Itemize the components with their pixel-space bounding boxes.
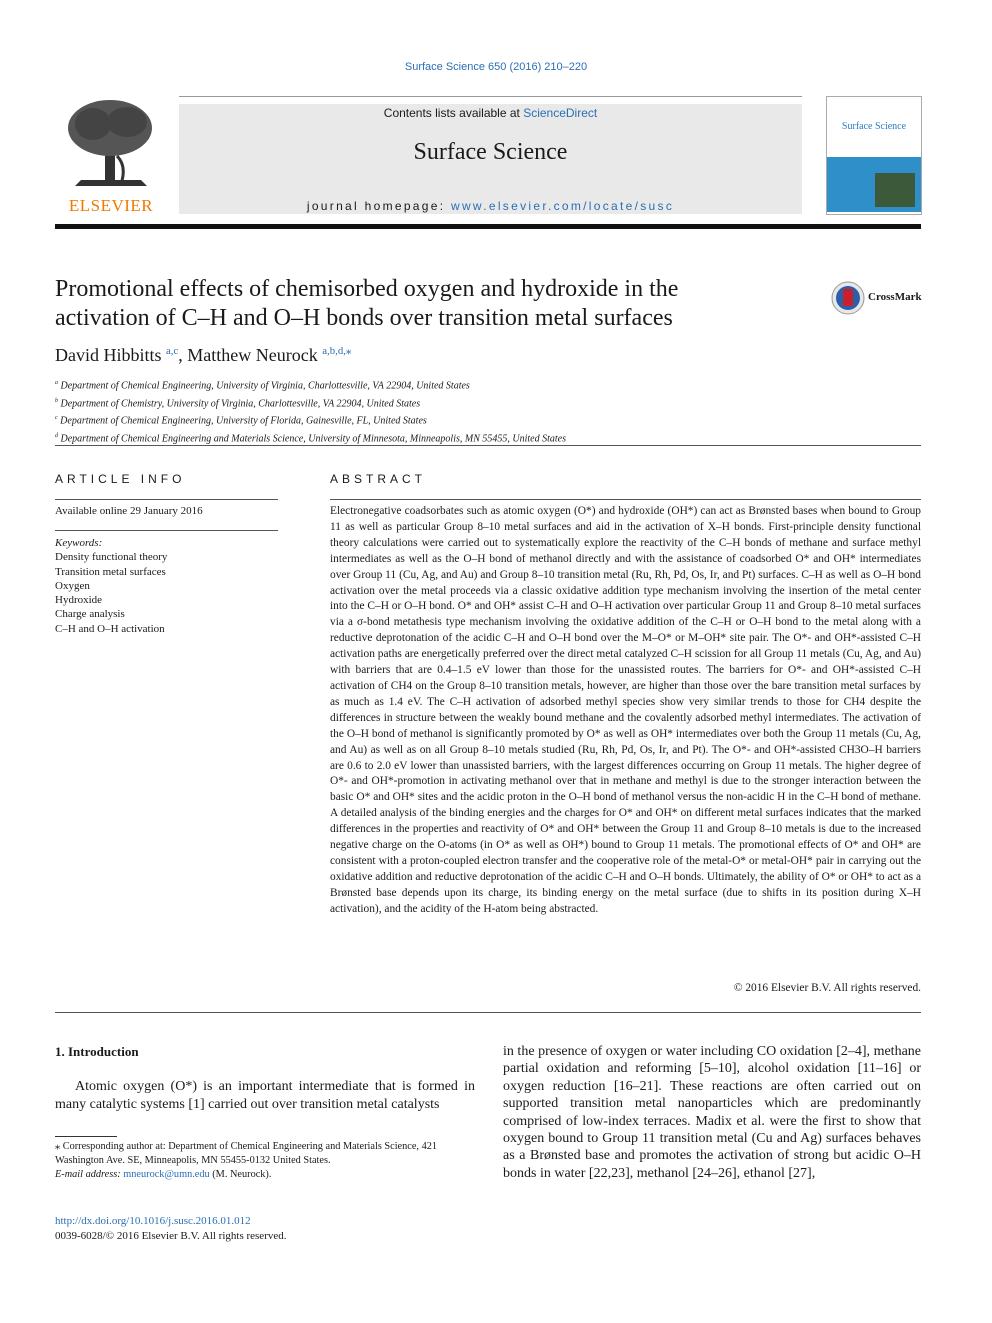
available-online-date: Available online 29 January 2016 — [55, 505, 203, 517]
author-name[interactable]: Matthew Neurock — [187, 345, 318, 365]
affiliation-item — [55, 394, 815, 412]
abstract-text: Electronegative coadsorbates such as atomic oxygen (O*) and hydroxide (OH*) can act as Brønsted bases when bound to Group 11 as well as particular Group 8–10 metal surfaces and aid in the activation of X–H bonds. First-principle density functional theory calculations were carried out to systematically explore the reactivity of the C–H bonds of methane and surface methyl intermediates as well as the O–H bond of methanol directly and with the assistance of coadsorbed O* and OH* intermediates over Group 11 (Cu, Ag, and Au) and Group 8–10 transition metal (Ru, Rh, Pd, Os, Ir, and Pt) surfaces. C–H as well as O–H bond activation over the metal proceeds via a classic oxidative addition type mechanism involving the insertion of the metal center into the C–H or O–H bond. O* and OH* assist C–H and O–H activation over particular Group 11 and Group 8–10 metal surfaces via a σ-bond metathesis type mechanism involving the oxidative addition of the C–H or O–H bond to the metal along with a reductive deprotonation of the acidic C–H and O–H bond over the M–O* or M–OH* site pair. The O*- and OH*-assisted C–H activation paths are energetically preferred over the direct metal catalyzed C–H scission for all Group 11 metals (Cu, Ag, and Au) with barriers that are 0.4–1.5 eV lower than those for the unassisted routes. The barriers for O*- and OH*-assisted C–H activation of CH4 on the Group 8–10 transition metals, however, are higher than those over the bare transition metal surfaces by as much as 1.4 eV. The C–H activation of adsorbed methyl species show very similar trends to those for CH4 despite the differences in structure between the weakly bound methane and the covalently adsorbed methyl intermediates. The activation of the O–H bond of methanol is significantly promoted by O* as well as OH* intermediates over both the Group 11 metals (Cu, Ag, and Au) as well as on all Group 8–10 metals studied (Ru, Rh, Pd, Os, Ir, and Pt). The O*- and OH*-assisted CH3O–H barriers are 0.6 to 2.0 eV lower than unassisted barriers, with the largest differences occurring on Group 11 metals. The higher degree of O*- and OH*-promotion in activating methanol over that in methane and methyl is due to the stronger interaction between the basic O* and OH* sites and the acidic proton in the O–H bond of methanol versus the non-acidic H in the C–H bond of methane. A detailed analysis of the binding energies and the charges for O* and OH* on different metal surfaces indicates that the marked differences in the properties and reactivity of O* and OH* between the Group 11 and Group 8–10 metals is due to the increased negative charge on the O-atoms (in O* as well as OH*) bound to Group 11 metals. The promotional effects of O* and OH* are consistent with a proton-coupled electron transfer and the cooperative role of the metal-O* or metal-OH* pair in carrying out the oxidative addition and reductive deprotonation of the acidic C–H and O–H bonds. Ultimately, the ability of O* or OH* to act as a Brønsted base depends upon its charge, its binding energy on the metal surface (due to shifts in its position during X–H activation), and the acidity of the H-atom being abstracted. — [330, 505, 921, 915]
author-name[interactable]: David Hibbitts — [55, 345, 162, 365]
keyword-item: Transition metal surfaces — [55, 565, 166, 578]
author-affiliation-marks[interactable]: a,c — [166, 345, 179, 357]
email-link[interactable]: mneurock@umn.edu — [123, 1169, 210, 1180]
corresponding-author-note: ⁎ Corresponding author at: Department of Chemical Engineering and Materials Science, 421 Washington Ave. SE, Minneapolis, MN 55455-0132 United States. — [55, 1141, 438, 1166]
affiliation-item — [55, 411, 815, 429]
affiliation-item — [55, 429, 815, 447]
affiliation-item — [55, 376, 815, 394]
copyright-line: © 2016 Elsevier B.V. All rights reserved. — [733, 982, 921, 994]
keyword-item: C–H and O–H activation — [55, 622, 165, 635]
introduction-heading: 1. Introduction — [55, 1044, 139, 1059]
divider — [55, 1012, 921, 1013]
affiliations — [55, 376, 815, 447]
journal-cover[interactable] — [826, 96, 922, 215]
cover-title: Surface Science — [841, 121, 907, 132]
divider — [55, 530, 278, 531]
email-line — [55, 1168, 475, 1182]
header-rule — [55, 224, 921, 229]
affiliation-text: Department of Chemical Engineering, University of Virginia, Charlottesville, VA 22904, United States — [60, 380, 470, 392]
crossmark-button[interactable] — [831, 281, 926, 315]
divider — [330, 499, 921, 500]
homepage-prefix: journal homepage: — [306, 199, 451, 213]
affiliation-key: d — [55, 432, 58, 439]
keyword-item: Density functional theory — [55, 551, 168, 564]
contents-prefix: Contents lists available at — [383, 106, 524, 120]
header-top-rule — [179, 96, 802, 97]
affiliation-text: Department of Chemistry, University of Virginia, Charlottesville, VA 22904, United States — [60, 397, 421, 409]
keyword-item: Oxygen — [55, 579, 90, 592]
keyword-item: Charge analysis — [55, 608, 125, 621]
email-suffix: (M. Neurock). — [212, 1169, 272, 1180]
article-title: Promotional effects of chemisorbed oxygen and hydroxide in the activation of C–H and O–H bonds over transition metal surfaces — [55, 276, 679, 331]
author-list: David Hibbitts $^{a,c}$, Matthew Neurock $^{a,b,d,⁎}$ — [55, 345, 352, 365]
journal-title: Surface Science — [413, 139, 568, 165]
affiliation-key: b — [55, 397, 58, 404]
homepage-line — [179, 199, 802, 213]
keywords-block — [55, 536, 167, 636]
footnote — [55, 1140, 475, 1182]
affiliation-text: Department of Chemical Engineering, University of Florida, Gainesville, FL, United States — [60, 415, 427, 427]
sciencedirect-link[interactable]: ScienceDirect — [523, 106, 598, 120]
crossmark-icon — [831, 281, 865, 315]
divider — [55, 499, 278, 500]
author-affiliation-marks[interactable]: a,b,d,⁎ — [322, 345, 352, 357]
email-label: E-mail address: — [55, 1169, 121, 1180]
publisher-logo-text: ELSEVIER — [68, 196, 154, 215]
divider — [55, 445, 921, 446]
cover-image — [875, 173, 915, 207]
affiliation-text: Department of Chemical Engineering and Materials Science, University of Minnesota, Minneapolis, MN 55455, United States — [60, 433, 566, 445]
affiliation-key: c — [55, 415, 58, 422]
keyword-item: Hydroxide — [55, 594, 103, 607]
abstract-heading: ABSTRACT — [330, 472, 427, 486]
journal-reference[interactable]: Surface Science 650 (2016) 210–220 — [404, 61, 588, 73]
tree-icon — [55, 96, 167, 196]
intro-paragraph-right: in the presence of oxygen or water including CO oxidation [2–4], methane partial oxidation and reforming [5–10], alcohol oxidation [11–16] or oxygen reduction [16–21]. These reactions are often carried out on supported transition metal nanoparticles which are predominantly comprised of low-index terraces. Madix et al. were the first to show that oxygen bound to Group 11 transition metal (Cu and Ag) surfaces behaves as a Brønsted base and promotes the activation of strong but acidic O–H bonds in water [22,23], methanol [24–26], ethanol [27], — [503, 1044, 921, 1181]
affiliation-key: a — [55, 380, 58, 386]
doi-link[interactable]: http://dx.doi.org/10.1016/j.susc.2016.01.012 — [55, 1215, 251, 1227]
article-info-heading: ARTICLE INFO — [55, 472, 186, 486]
keywords-label: Keywords: — [55, 537, 103, 549]
contents-line — [179, 106, 802, 120]
intro-paragraph-left: Atomic oxygen (O*) is an important intermediate that is formed in many catalytic systems [1] carried out over transition metal catalysts — [55, 1079, 475, 1112]
footnote-rule — [55, 1136, 117, 1137]
homepage-link[interactable]: www.elsevier.com/locate/susc — [451, 199, 675, 213]
crossmark-label: CrossMark — [868, 291, 922, 303]
issn-line: 0039-6028/© 2016 Elsevier B.V. All rights reserved. — [55, 1230, 287, 1242]
elsevier-logo — [55, 96, 167, 218]
